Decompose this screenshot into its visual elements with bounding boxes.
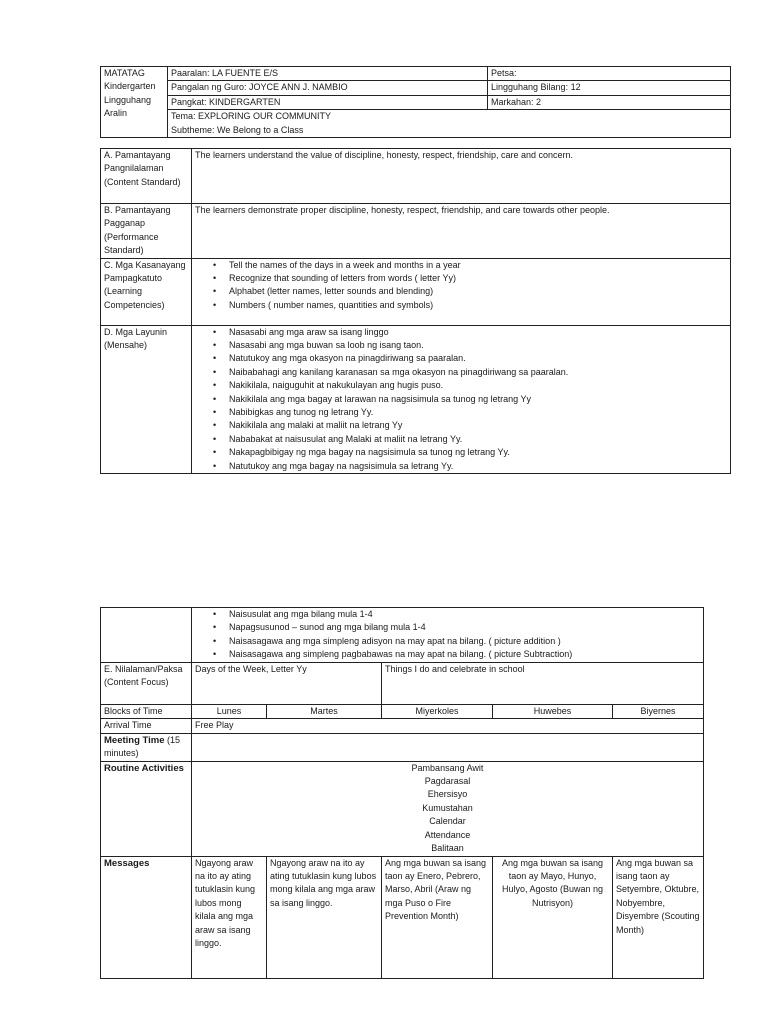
content-standard-label: A. Pamantayang Pangnilalaman (Content Standard) (101, 149, 192, 204)
message-miyerkoles: Ang mga buwan sa isang taon ay Enero, Pebrero, Marso, Abril (Araw ng mga Puso o Fire Prevention Month) (382, 856, 493, 978)
routine-item: Kumustahan (422, 802, 473, 813)
routine-item: Calendar (429, 816, 466, 827)
meeting-time-duration: (15 minutes) (104, 734, 181, 759)
school-block-cell (101, 67, 168, 138)
performance-standard-text: The learners demonstrate proper discipline, honesty, respect, friendship, and care towards other people. (192, 204, 731, 259)
list-item: • Natutukoy ang mga okasyon na pinagdiriwang sa paaralan. (229, 352, 727, 365)
content-standard-text: The learners understand the value of discipline, honesty, respect, friendship, care and concern. (192, 149, 731, 204)
list-item: • Natutukoy ang mga bagay na nagsisimula sa letrang Yy. (229, 460, 727, 473)
standards-table (100, 148, 731, 474)
routine-item: Attendance (424, 829, 471, 840)
list-item: • Nasasabi ang mga araw sa isang linggo (229, 326, 727, 339)
performance-standard-label: B. Pamantayang Pagganap (Performance Standard) (101, 204, 192, 259)
school-block-line: Kindergarten (104, 81, 156, 92)
list-item: • Nakikilala ang malaki at maliit na letrang Yy (229, 419, 727, 432)
competencies-label: C. Mga Kasanayang Pampagkatuto (Learning Competencies) (101, 258, 192, 325)
petsa-cell: Petsa: (488, 67, 731, 81)
day-header-huwebes: Huwebes (493, 705, 613, 719)
routine-item: Balitaan (431, 843, 464, 854)
list-item: • Nakikilala, naiguguhit at nakukulayan ang hugis puso. (229, 379, 727, 392)
linggo-cell: Lingguhang Bilang: 12 (488, 81, 731, 95)
competencies-list (195, 259, 727, 313)
routine-item: Ehersisyo (427, 789, 468, 800)
list-item: • Naisasagawa ang simpleng pagbabawas na may apat na bilang. ( picture Subtraction) (229, 648, 700, 661)
arrival-time-label: Arrival Time (101, 719, 192, 733)
pangkat-cell: Pangkat: KINDERGARTEN (168, 95, 488, 109)
routine-item: Pagdarasal (424, 776, 471, 787)
meeting-time-cell (192, 733, 704, 761)
objectives-cont-label (101, 608, 192, 663)
arrival-time-text: Free Play (192, 719, 704, 733)
objectives-cont-list (195, 608, 700, 662)
school-block-line: Aralin (104, 108, 128, 119)
list-item: • Napagsusunod – sunod ang mga bilang mula 1-4 (229, 621, 700, 634)
content-focus-school: Things I do and celebrate in school (382, 663, 704, 705)
competencies-cell (192, 258, 731, 325)
list-item: • Naisusulat ang mga bilang mula 1-4 (229, 608, 700, 621)
header-table (100, 66, 731, 138)
tema-text: Tema: EXPLORING OUR COMMUNITY (171, 111, 332, 122)
objectives-list (195, 326, 727, 473)
list-item: • Naibabahagi ang kanilang karanasan sa mga okasyon na pinagdiriwang sa paaralan. (229, 366, 727, 379)
list-item: • Nasasabi ang mga buwan sa loob ng isang taon. (229, 339, 727, 352)
list-item: • Nakapagbibigay ng mga bagay na nagsisimula sa tunog ng letrang Yy. (229, 446, 727, 459)
schedule-table (100, 607, 704, 979)
list-item: • Recognize that sounding of letters from words ( letter Yy) (229, 272, 727, 285)
list-item: • Nakikilala ang mga bagay at larawan na nagsisimula sa tunog ng letrang Yy (229, 393, 727, 406)
list-item: • Alphabet (letter names, letter sounds and blending) (229, 285, 727, 298)
guro-cell: Pangalan ng Guro: JOYCE ANN J. NAMBIO (168, 81, 488, 95)
list-item: • Nababakat at naisusulat ang Malaki at maliit na letrang Yy. (229, 433, 727, 446)
day-header-martes: Martes (267, 705, 382, 719)
markahan-cell: Markahan: 2 (488, 95, 731, 109)
content-focus-label: E. Nilalaman/Paksa (Content Focus) (101, 663, 192, 705)
day-header-biyernes: Biyernes (613, 705, 704, 719)
content-focus-days: Days of the Week, Letter Yy (192, 663, 382, 705)
list-item: • Naisasagawa ang mga simpleng adisyon na may apat na bilang. ( picture addition ) (229, 635, 700, 648)
day-header-miyerkoles: Miyerkoles (382, 705, 493, 719)
messages-label: Messages (101, 856, 192, 978)
routine-item: Pambansang Awit (411, 762, 484, 773)
tema-cell (168, 110, 731, 138)
objectives-cell (192, 325, 731, 473)
message-martes: Ngayong araw na ito ay ating tutuklasin kung lubos mong kilala ang mga araw sa isang linggo. (267, 856, 382, 978)
subtheme-text: Subtheme: We Belong to a Class (171, 124, 304, 135)
day-header-lunes: Lunes (192, 705, 267, 719)
routine-activities-label: Routine Activities (101, 761, 192, 856)
list-item: • Nabibigkas ang tunog ng letrang Yy. (229, 406, 727, 419)
school-block-line: Lingguhang (104, 94, 152, 105)
message-lunes: Ngayong araw na ito ay ating tutuklasin kung lubos mong kilala ang mga araw sa isang linggo. (192, 856, 267, 978)
objectives-label: D. Mga Layunin (Mensahe) (101, 325, 192, 473)
list-item: • Numbers ( number names, quantities and symbols) (229, 299, 727, 312)
routine-activities-cell (192, 761, 704, 856)
meeting-time-bold: Meeting Time (104, 734, 165, 746)
message-biyernes: Ang mga buwan sa isang taon ay Setyembre, Oktubre, Nobyembre, Disyembre (Scouting Month) (613, 856, 704, 978)
list-item: • Tell the names of the days in a week and months in a year (229, 259, 727, 272)
paaralan-cell: Paaralan: LA FUENTE E/S (168, 67, 488, 81)
objectives-cont-cell (192, 608, 704, 663)
message-huwebes: Ang mga buwan sa isang taon ay Mayo, Hunyo, Hulyo, Agosto (Buwan ng Nutrisyon) (493, 856, 613, 978)
blocks-of-time-label: Blocks of Time (101, 705, 192, 719)
school-block-line: MATATAG (104, 68, 145, 78)
meeting-time-label (101, 733, 192, 761)
